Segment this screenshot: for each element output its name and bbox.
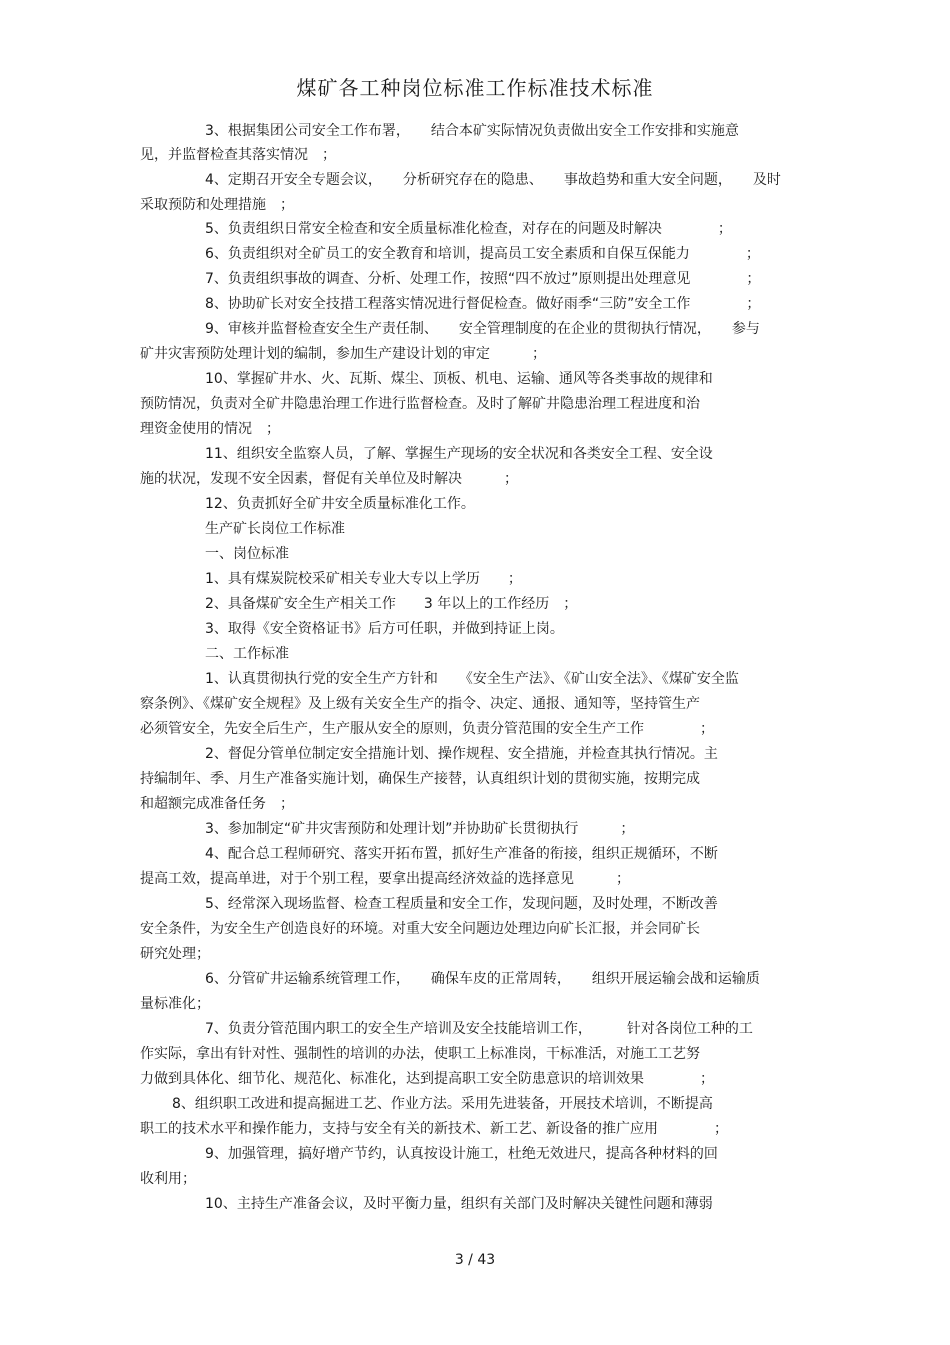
text-line: 3、根据集团公司安全工作布署， 结合本矿实际情况负责做出安全工作安排和实施意 [205,123,739,139]
text-line: 7、负责分管范围内职工的安全生产培训及安全技能培训工作， 针对各岗位工种的工 [205,1021,753,1037]
text-line: 3、参加制定“矿井灾害预防和处理计划”并协助矿长贯彻执行 ； [205,821,635,837]
text-line: 11、组织安全监察人员，了解、掌握生产现场的安全状况和各类安全工程、安全设 [205,446,713,462]
text-line: 研究处理； [140,946,210,962]
text-line: 1、具有煤炭院校采矿相关专业大专以上学历 ； [205,571,522,587]
text-line: 职工的技术水平和操作能力，支持与安全有关的新技术、新工艺、新设备的推广应用 ； [140,1121,728,1137]
text-line: 理资金使用的情况 ； [140,421,280,437]
section-heading: 一、岗位标准 [205,546,289,562]
text-line: 9、加强管理，搞好增产节约，认真按设计施工，杜绝无效进尺，提高各种材料的回 [205,1146,718,1162]
text-line: 施的状况，发现不安全因素，督促有关单位及时解决 ； [140,471,518,487]
text-line: 1、认真贯彻执行党的安全生产方针和 《安全生产法》、《矿山安全法》、《煤矿安全监 [205,671,739,687]
text-line: 7、负责组织事故的调查、分析、处理工作，按照“四不放过”原则提出处理意见 ； [205,271,761,287]
document-title: 煤矿各工种岗位标准工作标准技术标准 [296,76,654,100]
section-heading: 二、工作标准 [205,646,289,662]
section-heading: 生产矿长岗位工作标准 [205,521,345,537]
text-line: 采取预防和处理措施 ； [140,197,294,213]
text-line: 4、配合总工程师研究、落实开拓布置，抓好生产准备的衔接，组织正规循环，不断 [205,846,718,862]
text-line: 2、督促分管单位制定安全措施计划、操作规程、安全措施，并检查其执行情况。主 [205,746,718,762]
text-line: 4、定期召开安全专题会议， 分析研究存在的隐患、 事故趋势和重大安全问题， 及时 [205,172,781,188]
text-line: 作实际，拿出有针对性、强制性的培训的办法，使职工上标准岗，干标准活，对施工工艺努 [140,1046,700,1062]
text-line: 提高工效，提高单进，对于个别工程，要拿出提高经济效益的选择意见 ； [140,871,630,887]
text-line: 8、协助矿长对安全技措工程落实情况进行督促检查。做好雨季“三防”安全工作 ； [205,296,761,312]
text-line: 6、负责组织对全矿员工的安全教育和培训，提高员工安全素质和自保互保能力 ； [205,246,760,262]
text-line: 力做到具体化、细节化、规范化、标准化，达到提高职工安全防患意识的培训效果 ； [140,1071,714,1087]
text-line: 8、组织职工改进和提高掘进工艺、作业方法。采用先进装备，开展技术培训，不断提高 [172,1096,713,1112]
text-line: 和超额完成准备任务 ； [140,796,294,812]
text-line: 9、审核并监督检查安全生产责任制、 安全管理制度的在企业的贯彻执行情况， 参与 [205,321,760,337]
text-line: 10、掌握矿井水、火、瓦斯、煤尘、顶板、机电、运输、通风等各类事故的规律和 [205,371,713,387]
text-line: 预防情况，负责对全矿井隐患治理工作进行监督检查。及时了解矿井隐患治理工程进度和治 [140,396,700,412]
text-line: 量标准化； [140,996,210,1012]
text-line: 收利用； [140,1171,196,1187]
text-line: 必须管安全，先安全后生产，生产服从安全的原则，负责分管范围的安全生产工作 ； [140,721,714,737]
text-line: 安全条件，为安全生产创造良好的环境。对重大安全问题边处理边向矿长汇报，并会同矿长 [140,921,700,937]
text-line: 6、分管矿井运输系统管理工作， 确保车皮的正常周转， 组织开展运输会战和运输质 [205,971,760,987]
text-line: 察条例》、《煤矿安全规程》及上级有关安全生产的指令、决定、通报、通知等，坚持管生产 [140,696,700,712]
text-line: 见，并监督检查其落实情况 ； [140,147,336,163]
text-line: 矿井灾害预防处理计划的编制，参加生产建设计划的审定 ； [140,346,546,362]
text-line: 5、经常深入现场监督、检查工程质量和安全工作，发现问题，及时处理，不断改善 [205,896,718,912]
text-line: 2、具备煤矿安全生产相关工作 3 年以上的工作经历 ； [205,596,578,612]
text-line: 10、主持生产准备会议，及时平衡力量，组织有关部门及时解决关键性问题和薄弱 [205,1196,713,1212]
page-number: 3 / 43 [454,1252,496,1268]
text-line: 5、负责组织日常安全检查和安全质量标准化检查，对存在的问题及时解决 ； [205,221,732,237]
text-line: 12、负责抓好全矿井安全质量标准化工作。 [205,496,475,512]
text-line: 持编制年、季、月生产准备实施计划，确保生产接替，认真组织计划的贯彻实施，按期完成 [140,771,700,787]
text-line: 3、取得《安全资格证书》后方可任职，并做到持证上岗。 [205,621,564,637]
